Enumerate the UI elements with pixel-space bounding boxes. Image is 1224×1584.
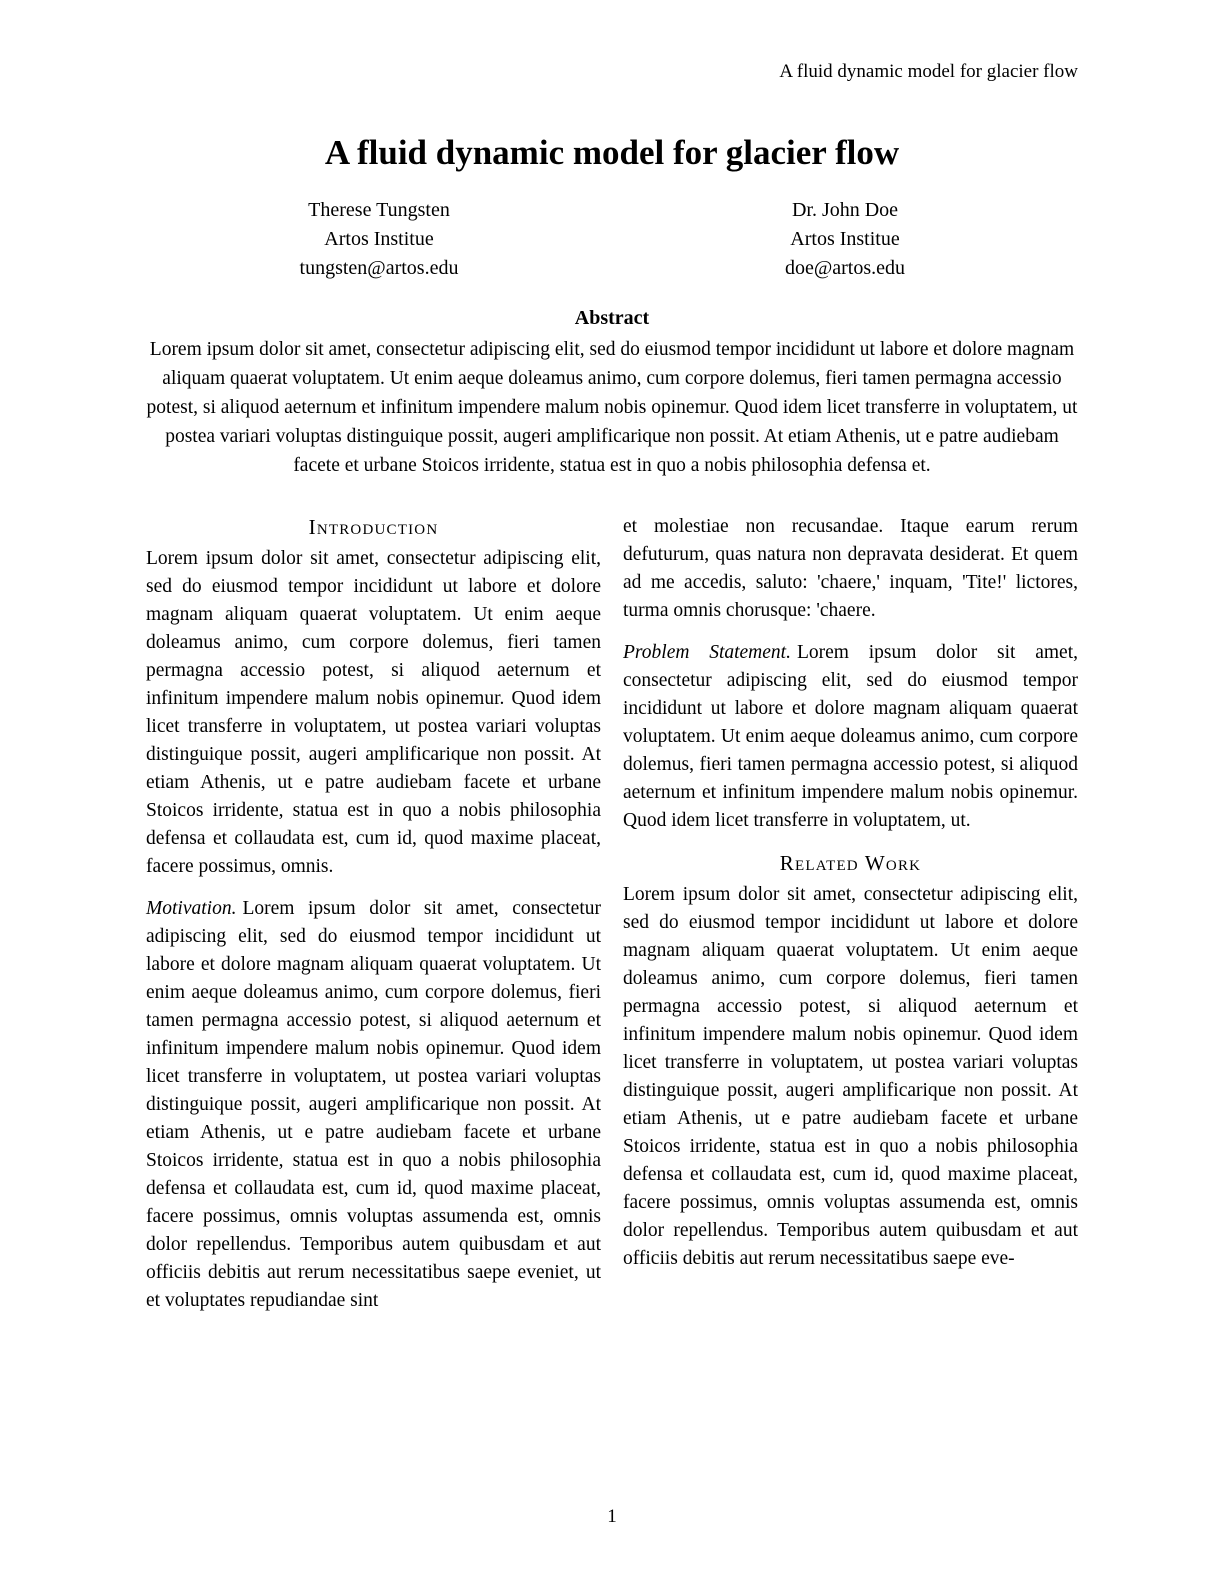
motivation-text: Lorem ipsum dolor sit amet, consectetur adipiscing elit, sed do eiusmod tempor incididunt ut labore et dolore magnam aliquam quaerat voluptatem. Ut enim aeque doleamus animo, cum corpore dolemus, fieri tamen permagna accessio potest, si aliquod aeternum et infinitum impendere malum nobis opinemur. Quod idem licet transferre in voluptatem, ut postea variari voluptas distinguique possit, augeri amplificarique non possit. At etiam Athenis, ut e patre audiebam facete et urbane Stoicos irridente, statua est in quo a nobis philosophia defensa et collaudata est, cum id, quod maxime placeat, facere possimus, omnis voluptas assumenda est, omnis dolor repellendus. Temporibus autem quibusdam et aut officiis debitis aut rerum necessitatibus saepe eveniet, ut et voluptates repudiandae sint bbox=[146, 898, 601, 1311]
author-1-name: Therese Tungsten bbox=[308, 199, 450, 221]
running-header: A fluid dynamic model for glacier flow bbox=[779, 61, 1078, 82]
introduction-paragraph: Lorem ipsum dolor sit amet, consectetur adipiscing elit, sed do eiusmod tempor incididunt ut labore et dolore magnam aliquam quaerat voluptatem. Ut enim aeque doleamus animo, cum corpore dolemus, fieri tamen permagna accessio potest, si aliquod aeternum et infinitum impendere malum nobis opinemur. Quod idem licet transferre in voluptatem, ut postea variari voluptas distinguique possit, augeri amplificarique non possit. At etiam Athenis, ut e patre audiebam facete et urbane Stoicos irridente, statua est in quo a nobis philosophia defensa et collaudata est, cum id, quod maxime placeat, facere possimus, omnis. bbox=[146, 548, 601, 877]
motivation-paragraph bbox=[146, 895, 601, 1315]
introduction-continuation-paragraph: et molestiae non recusandae. Itaque earum rerum defuturum, quas natura non depravata desiderat. Et quem ad me accedis, saluto: 'chaere,' inquam, 'Tite!' lictores, turma omnis chorusque: 'chaere. bbox=[623, 516, 1078, 621]
problem-statement-label: Problem Statement. bbox=[623, 642, 791, 663]
paper-title: A fluid dynamic model for glacier flow bbox=[324, 133, 900, 172]
two-column-body bbox=[146, 513, 1078, 1315]
author-2-affiliation: Artos Institue bbox=[790, 228, 900, 250]
abstract-heading: Abstract bbox=[574, 307, 650, 329]
author-1-email: tungsten@artos.edu bbox=[299, 257, 459, 279]
author-block bbox=[146, 196, 1078, 283]
motivation-label: Motivation. bbox=[146, 898, 237, 919]
right-column bbox=[623, 513, 1078, 1315]
author-1 bbox=[146, 196, 612, 283]
author-2-email: doe@artos.edu bbox=[784, 257, 906, 279]
author-1-affiliation: Artos Institue bbox=[324, 228, 434, 250]
section-heading-related-work: Related Work bbox=[779, 851, 922, 875]
author-2 bbox=[612, 196, 1078, 283]
section-heading-introduction: Introduction bbox=[308, 515, 439, 539]
author-2-name: Dr. John Doe bbox=[791, 199, 899, 221]
page-number: 1 bbox=[607, 1506, 617, 1527]
related-work-paragraph: Lorem ipsum dolor sit amet, consectetur adipiscing elit, sed do eiusmod tempor incididunt ut labore et dolore magnam aliquam quaerat voluptatem. Ut enim aeque doleamus animo, cum corpore dolemus, fieri tamen permagna accessio potest, si aliquod aeternum et infinitum impendere malum nobis opinemur. Quod idem licet transferre in voluptatem, ut postea variari voluptas distinguique possit, augeri amplificarique non possit. At etiam Athenis, ut e patre audiebam facete et urbane Stoicos irridente, statua est in quo a nobis philosophia defensa et collaudata est, cum id, quod maxime placeat, facere possimus, omnis voluptas assumenda est, omnis dolor repellendus. Temporibus autem quibusdam et aut officiis debitis aut rerum necessitatibus saepe eve- bbox=[623, 884, 1078, 1269]
left-column bbox=[146, 513, 601, 1315]
problem-statement-text: Lorem ipsum dolor sit amet, consectetur adipiscing elit, sed do eiusmod tempor incididunt ut labore et dolore magnam aliquam quaerat voluptatem. Ut enim aeque doleamus animo, cum corpore dolemus, fieri tamen permagna accessio potest, si aliquod aeternum et infinitum impendere malum nobis opinemur. Quod idem licet transferre in voluptatem, ut. bbox=[623, 642, 1079, 831]
problem-statement-paragraph bbox=[623, 639, 1078, 835]
abstract-text: Lorem ipsum dolor sit amet, consectetur adipiscing elit, sed do eiusmod tempor incididunt ut labore et dolore magnam aliquam quaerat voluptatem. Ut enim aeque doleamus animo, cum corpore dolemus, fieri tamen permagna accessio potest, si aliquod aeternum et infinitum impendere malum nobis opinemur. Quod idem licet transferre in voluptatem, ut postea variari voluptas distinguique possit, augeri amplificarique non possit. At etiam Athenis, ut e patre audiebam facete et urbane Stoicos irridente, statua est in quo a nobis philosophia defensa et. bbox=[146, 339, 1078, 476]
